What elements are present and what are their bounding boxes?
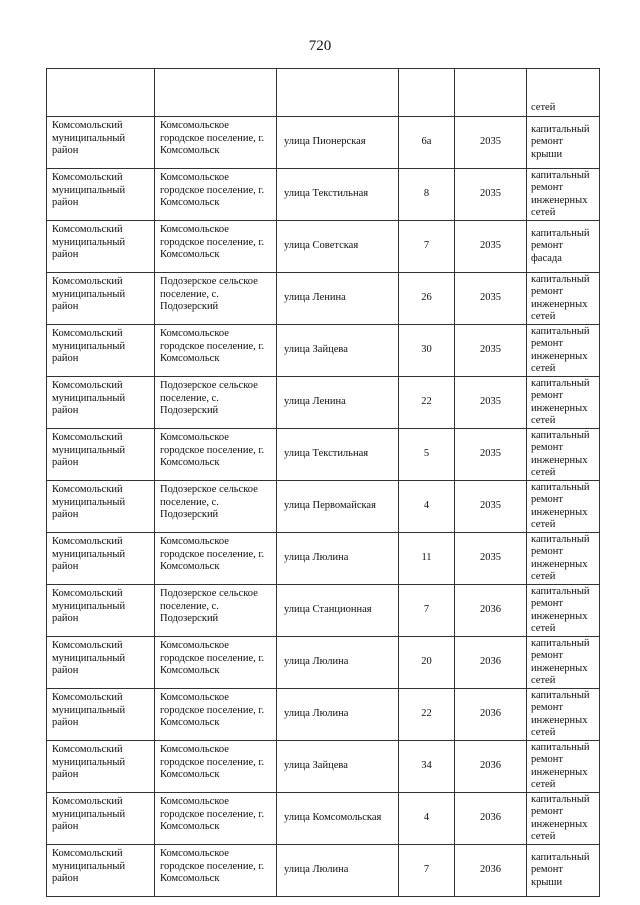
table-row-continuation [47,69,600,117]
cell-year: 2035 [455,117,527,169]
cell-settlement: Подозерское сельское поселение, с. Подозерский [155,273,277,325]
cell-year: 2036 [455,585,527,637]
table-row [47,741,600,793]
cell-street: улица Люлина [277,689,399,741]
cell-year: 2035 [455,221,527,273]
cell-settlement: Комсомольское городское поселение, г. Комсомольск [155,637,277,689]
cell-street: улица Советская [277,221,399,273]
cell-settlement: Подозерское сельское поселение, с. Подозерский [155,377,277,429]
cell-street: улица Комсомольская [277,793,399,845]
table-row [47,793,600,845]
cell-settlement: Комсомольское городское поселение, г. Комсомольск [155,741,277,793]
cell-year [455,69,527,117]
cell-house: 4 [399,481,455,533]
cell-work: капитальный ремонт инженерных сетей [527,533,600,585]
cell-house [399,69,455,117]
cell-year: 2035 [455,377,527,429]
table-row [47,637,600,689]
cell-street: улица Зайцева [277,325,399,377]
table-row [47,377,600,429]
table-row [47,117,600,169]
cell-work: капитальный ремонт инженерных сетей [527,481,600,533]
cell-house: 34 [399,741,455,793]
cell-house: 11 [399,533,455,585]
cell-house: 6а [399,117,455,169]
table-row [47,585,600,637]
cell-work: капитальный ремонт инженерных сетей [527,169,600,221]
cell-house: 26 [399,273,455,325]
cell-district: Комсомольский муниципальный район [47,585,155,637]
cell-district: Комсомольский муниципальный район [47,273,155,325]
table-row [47,429,600,481]
repair-schedule-table [46,68,600,897]
table-row [47,273,600,325]
cell-street: улица Люлина [277,845,399,897]
cell-year: 2036 [455,637,527,689]
cell-year: 2035 [455,481,527,533]
cell-house: 4 [399,793,455,845]
cell-street: улица Текстильная [277,169,399,221]
cell-settlement: Комсомольское городское поселение, г. Комсомольск [155,689,277,741]
cell-street: улица Зайцева [277,741,399,793]
cell-settlement: Комсомольское городское поселение, г. Комсомольск [155,221,277,273]
cell-work: капитальный ремонт инженерных сетей [527,637,600,689]
cell-year: 2036 [455,741,527,793]
table-row [47,689,600,741]
cell-district: Комсомольский муниципальный район [47,221,155,273]
cell-house: 7 [399,585,455,637]
table-row [47,845,600,897]
cell-settlement: Комсомольское городское поселение, г. Комсомольск [155,793,277,845]
cell-district: Комсомольский муниципальный район [47,169,155,221]
table-row [47,481,600,533]
cell-district: Комсомольский муниципальный район [47,377,155,429]
cell-house: 22 [399,377,455,429]
cell-year: 2035 [455,325,527,377]
cell-settlement: Комсомольское городское поселение, г. Комсомольск [155,325,277,377]
cell-settlement: Подозерское сельское поселение, с. Подозерский [155,481,277,533]
cell-work: капитальный ремонт крыши [527,117,600,169]
cell-work: капитальный ремонт инженерных сетей [527,741,600,793]
cell-house: 7 [399,221,455,273]
cell-year: 2036 [455,793,527,845]
cell-year: 2036 [455,845,527,897]
cell-district: Комсомольский муниципальный район [47,741,155,793]
cell-settlement: Подозерское сельское поселение, с. Подозерский [155,585,277,637]
table-row [47,533,600,585]
cell-district: Комсомольский муниципальный район [47,689,155,741]
cell-district: Комсомольский муниципальный район [47,481,155,533]
cell-street: улица Первомайская [277,481,399,533]
cell-year: 2035 [455,533,527,585]
cell-year: 2036 [455,689,527,741]
cell-settlement: Комсомольское городское поселение, г. Комсомольск [155,429,277,481]
cell-work: капитальный ремонт фасада [527,221,600,273]
page-number: 720 [308,38,332,54]
cell-work: сетей [527,69,600,117]
cell-work: капитальный ремонт инженерных сетей [527,689,600,741]
cell-work: капитальный ремонт инженерных сетей [527,585,600,637]
cell-district: Комсомольский муниципальный район [47,117,155,169]
cell-district: Комсомольский муниципальный район [47,325,155,377]
cell-work: капитальный ремонт инженерных сетей [527,793,600,845]
cell-street: улица Ленина [277,273,399,325]
cell-work: капитальный ремонт инженерных сетей [527,273,600,325]
cell-district: Комсомольский муниципальный район [47,637,155,689]
cell-street: улица Пионерская [277,117,399,169]
cell-settlement: Комсомольское городское поселение, г. Комсомольск [155,117,277,169]
table-row [47,169,600,221]
cell-year: 2035 [455,429,527,481]
cell-settlement: Комсомольское городское поселение, г. Комсомольск [155,845,277,897]
cell-year: 2035 [455,169,527,221]
cell-house: 7 [399,845,455,897]
cell-street [277,69,399,117]
cell-district: Комсомольский муниципальный район [47,533,155,585]
cell-street: улица Люлина [277,533,399,585]
table-row [47,325,600,377]
cell-street: улица Станционная [277,585,399,637]
cell-work: капитальный ремонт инженерных сетей [527,325,600,377]
cell-street: улица Ленина [277,377,399,429]
cell-settlement: Комсомольское городское поселение, г. Комсомольск [155,533,277,585]
cell-house: 30 [399,325,455,377]
cell-year: 2035 [455,273,527,325]
cell-district: Комсомольский муниципальный район [47,845,155,897]
cell-house: 8 [399,169,455,221]
cell-house: 22 [399,689,455,741]
cell-work: капитальный ремонт инженерных сетей [527,429,600,481]
cell-settlement [155,69,277,117]
cell-work: капитальный ремонт крыши [527,845,600,897]
cell-house: 5 [399,429,455,481]
cell-street: улица Люлина [277,637,399,689]
cell-house: 20 [399,637,455,689]
cell-settlement: Комсомольское городское поселение, г. Комсомольск [155,169,277,221]
cell-district: Комсомольский муниципальный район [47,429,155,481]
cell-work: капитальный ремонт инженерных сетей [527,377,600,429]
cell-district [47,69,155,117]
cell-street: улица Текстильная [277,429,399,481]
table-row [47,221,600,273]
cell-district: Комсомольский муниципальный район [47,793,155,845]
